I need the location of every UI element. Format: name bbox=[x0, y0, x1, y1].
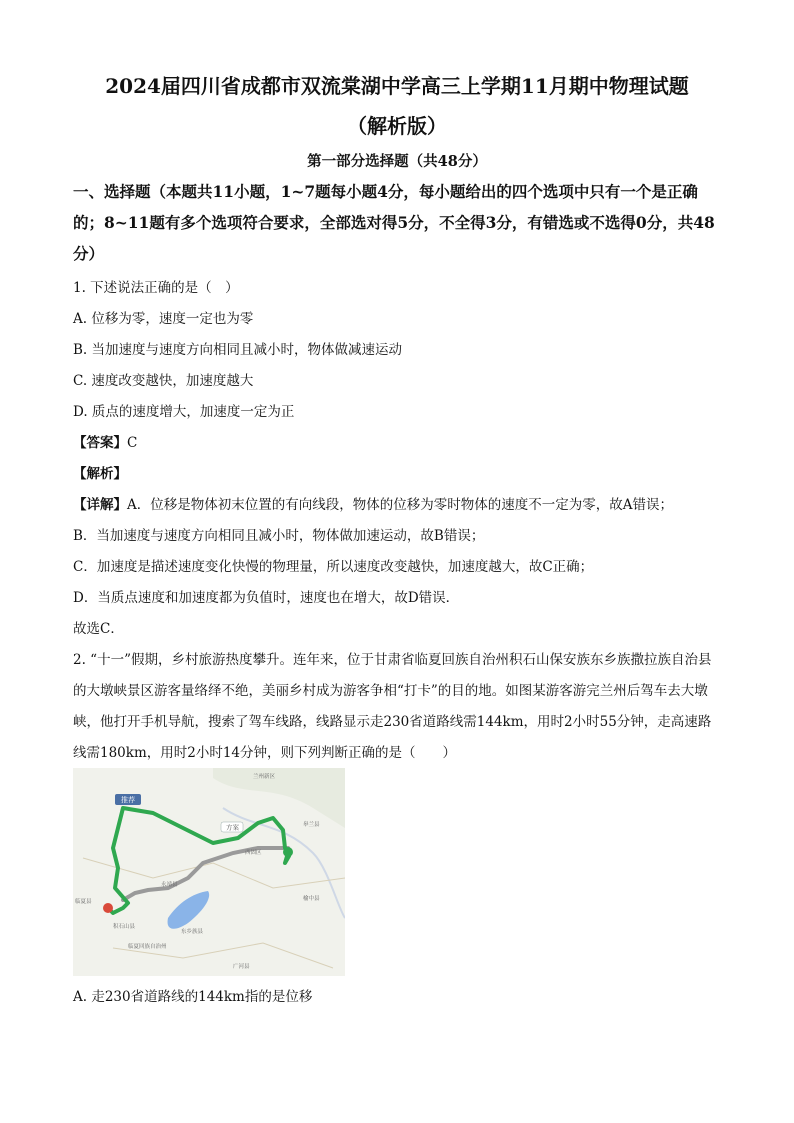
navigation-map bbox=[73, 768, 345, 976]
answer-label: 【答案】 bbox=[73, 435, 127, 451]
place-dongxiang: 东乡族县 bbox=[181, 929, 204, 935]
question-2-stem: 2. “十一”假期，乡村旅游热度攀升。连年来，位于甘肃省临夏回族自治州积石山保安族东乡族撒拉族自治县的大墩峡景区游客量络绎不绝，美丽乡村成为游客争相“打卡”的目的地。如图某游客游完兰州后驾车去大墩峡，他打开手机导航，搜索了驾车线路，线路显示走230省道路线需144km，用时2小时55分钟，走高速路线需180km，用时2小时14分钟，则下列判断正确的是（ ） bbox=[73, 652, 712, 761]
place-linxia: 临夏回族自治州 bbox=[128, 944, 167, 950]
answer-line bbox=[73, 431, 137, 451]
question-1-option-a: A. 位移为零，速度一定也为零 bbox=[73, 311, 254, 327]
start-marker-icon bbox=[103, 903, 113, 913]
answer-value: C bbox=[127, 435, 138, 451]
analysis-label: 【解析】 bbox=[73, 466, 127, 482]
place-linxia-county: 临夏县 bbox=[75, 899, 92, 905]
place-lanzhou-new: 兰州新区 bbox=[253, 774, 276, 780]
document-title-line1: 2024届四川省成都市双流棠湖中学高三上学期11月期中物理试题 bbox=[105, 74, 689, 98]
map-graphic bbox=[73, 768, 345, 976]
place-guanghe: 广河县 bbox=[233, 964, 250, 970]
analysis-line-d: D．当质点速度和加速度都为负值时，速度也在增大，故D错误． bbox=[73, 590, 460, 606]
analysis-line-a bbox=[73, 493, 673, 513]
document-title-line2: （解析版） bbox=[347, 114, 447, 138]
place-yongjing: 永靖县 bbox=[161, 882, 178, 888]
place-gaolan: 皋兰县 bbox=[303, 822, 320, 828]
question-2-option-a: A. 走230省道路线的144km指的是位移 bbox=[73, 989, 313, 1005]
part-title: 第一部分选择题（共48分） bbox=[307, 153, 487, 170]
analysis-line-c: C．加速度是描述速度变化快慢的物理量，所以速度改变越快，加速度越大，故C正确； bbox=[73, 559, 594, 575]
question-1-option-b: B. 当加速度与速度方向相同且减小时，物体做减速运动 bbox=[73, 342, 403, 358]
option-label: 方案 bbox=[226, 823, 239, 832]
analysis-text-a: A．位移是物体初末位置的有向线段，物体的位移为零时物体的速度不一定为零，故A错误； bbox=[127, 497, 673, 513]
place-xigu: 西固区 bbox=[245, 850, 262, 856]
detail-label: 【详解】 bbox=[73, 497, 127, 513]
place-jishishan: 积石山县 bbox=[113, 924, 136, 930]
analysis-line-b: B．当加速度与速度方向相同且减小时，物体做加速运动，故B错误； bbox=[73, 528, 485, 544]
end-marker-icon bbox=[283, 847, 293, 857]
conclusion: 故选C． bbox=[73, 621, 124, 637]
question-1-stem: 1. 下述说法正确的是（ ） bbox=[73, 280, 239, 296]
question-1-option-d: D. 质点的速度增大，加速度一定为正 bbox=[73, 404, 295, 420]
section-heading: 一、选择题（本题共11小题，1~7题每小题4分，每小题给出的四个选项中只有一个是正确的；8~11题有多个选项符合要求，全部选对得5分，不全得3分，有错选或不选得0分，共48分） bbox=[73, 182, 715, 263]
place-yuzhong: 榆中县 bbox=[303, 896, 320, 902]
question-1-option-c: C. 速度改变越快，加速度越大 bbox=[73, 373, 254, 389]
recommend-label: 推荐 bbox=[121, 796, 135, 804]
